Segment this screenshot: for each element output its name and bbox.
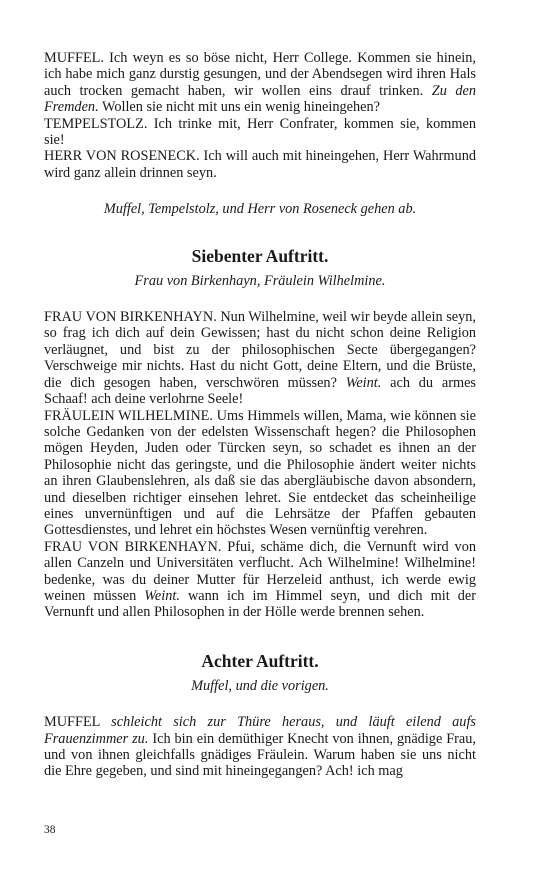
speech-birkenhayn-2: FRAU VON BIRKENHAYN. Pfui, schäme dich, die Vernunft wird von allen Canzeln und Universitäten verflucht. Ach Wilhelmine! Wilhelmine! bedenke, was du deiner Mutter für Herzeleid anthust, ich werde ewig weinen müssen Weint. wann ich im Himmel seyn, und dich mit der Vernunft und allen Philosophen in der Hölle werde brennen sehen. bbox=[44, 538, 476, 621]
stage-direction: Weint. bbox=[345, 374, 382, 391]
scene-8-characters: Muffel, und die vorigen. bbox=[191, 677, 329, 694]
scene-7-title: Siebenter Auftritt. bbox=[191, 245, 329, 266]
speech-wilhelmine: FRÄULEIN WILHELMINE. Ums Himmels willen, Mama, wie können sie solche Gedanken von der edelsten Wissenschaft hegen? die Philosophen mögen Heyden, Juden oder Türcken seyn, so schadet es ihnen an der Philosophie nicht das geringste, und die Philosophie ändert weiter nichts an ihren Glaubenslehren, als daß sie das abergläubische davon absondern, und dieselben richtiger einsehen lehret. Sie entdecket das scheinheilige eines unvernünftigen und auf die Lehrsätze der Pfaffen gebauten Gottesdienstes, und lehret ein höchstes Wesen vernünftig verehren. bbox=[44, 407, 476, 539]
stage-direction: schleicht sich zur Thüre heraus, und läuft eilend aufs Frauenzimmer zu. bbox=[44, 714, 476, 747]
speech-birkenhayn-1: FRAU VON BIRKENHAYN. Nun Wilhelmine, weil wir beyde allein seyn, so frag ich dich auf dein Gewissen; hast du nicht schon deine Religion verläugnet, und bist zu der philosophischen Secte übergegangen? Verschweige mir nichts. Hast du nicht Gott, deine Eltern, und die Brüste, die dich gesogen haben, verschwören müssen? Weint. ach du armes Schaaf! ach deine verlohrne Seele! bbox=[44, 309, 476, 408]
stage-direction-exit: Muffel, Tempelstolz, und Herr von Roseneck gehen ab. bbox=[103, 201, 417, 218]
speech-tempelstolz: TEMPELSTOLZ. Ich trinke mit, Herr Confrater, kommen sie, kommen sie! bbox=[44, 115, 476, 149]
speech-muffel-2: MUFFEL schleicht sich zur Thüre heraus, und läuft eilend aufs Frauenzimmer zu. Ich bin ein demüthiger Knecht von ihnen, gnädige Frau, und von ihnen gleichfalls gnädiges Fräulein. Warum haben sie uns nicht die Ehre gegeben, und sind mit hineingegangen? Ach! ich mag bbox=[44, 714, 477, 780]
page-body bbox=[44, 50, 476, 780]
scene-8-title: Achter Auftritt. bbox=[201, 650, 319, 671]
speech-muffel: MUFFEL. Ich weyn es so böse nicht, Herr College. Kommen sie hinein, ich habe mich ganz durstig gesungen, und der Abendsegen wird ihren Hals auch trocken gemacht haben, wir wollen eins drauf trinken. Zu den Fremden. Wollen sie nicht mit uns ein wenig hineingehen? bbox=[44, 50, 476, 116]
speech-roseneck: HERR VON ROSENECK. Ich will auch mit hineingehen, Herr Wahrmund wird ganz allein drinnen seyn. bbox=[44, 148, 476, 181]
scene-7-characters: Frau von Birkenhayn, Fräulein Wilhelmine. bbox=[134, 272, 386, 289]
stage-direction: Zu den Fremden. bbox=[44, 82, 476, 116]
page-number: 38 bbox=[44, 824, 56, 836]
stage-direction: Weint. bbox=[144, 587, 180, 604]
